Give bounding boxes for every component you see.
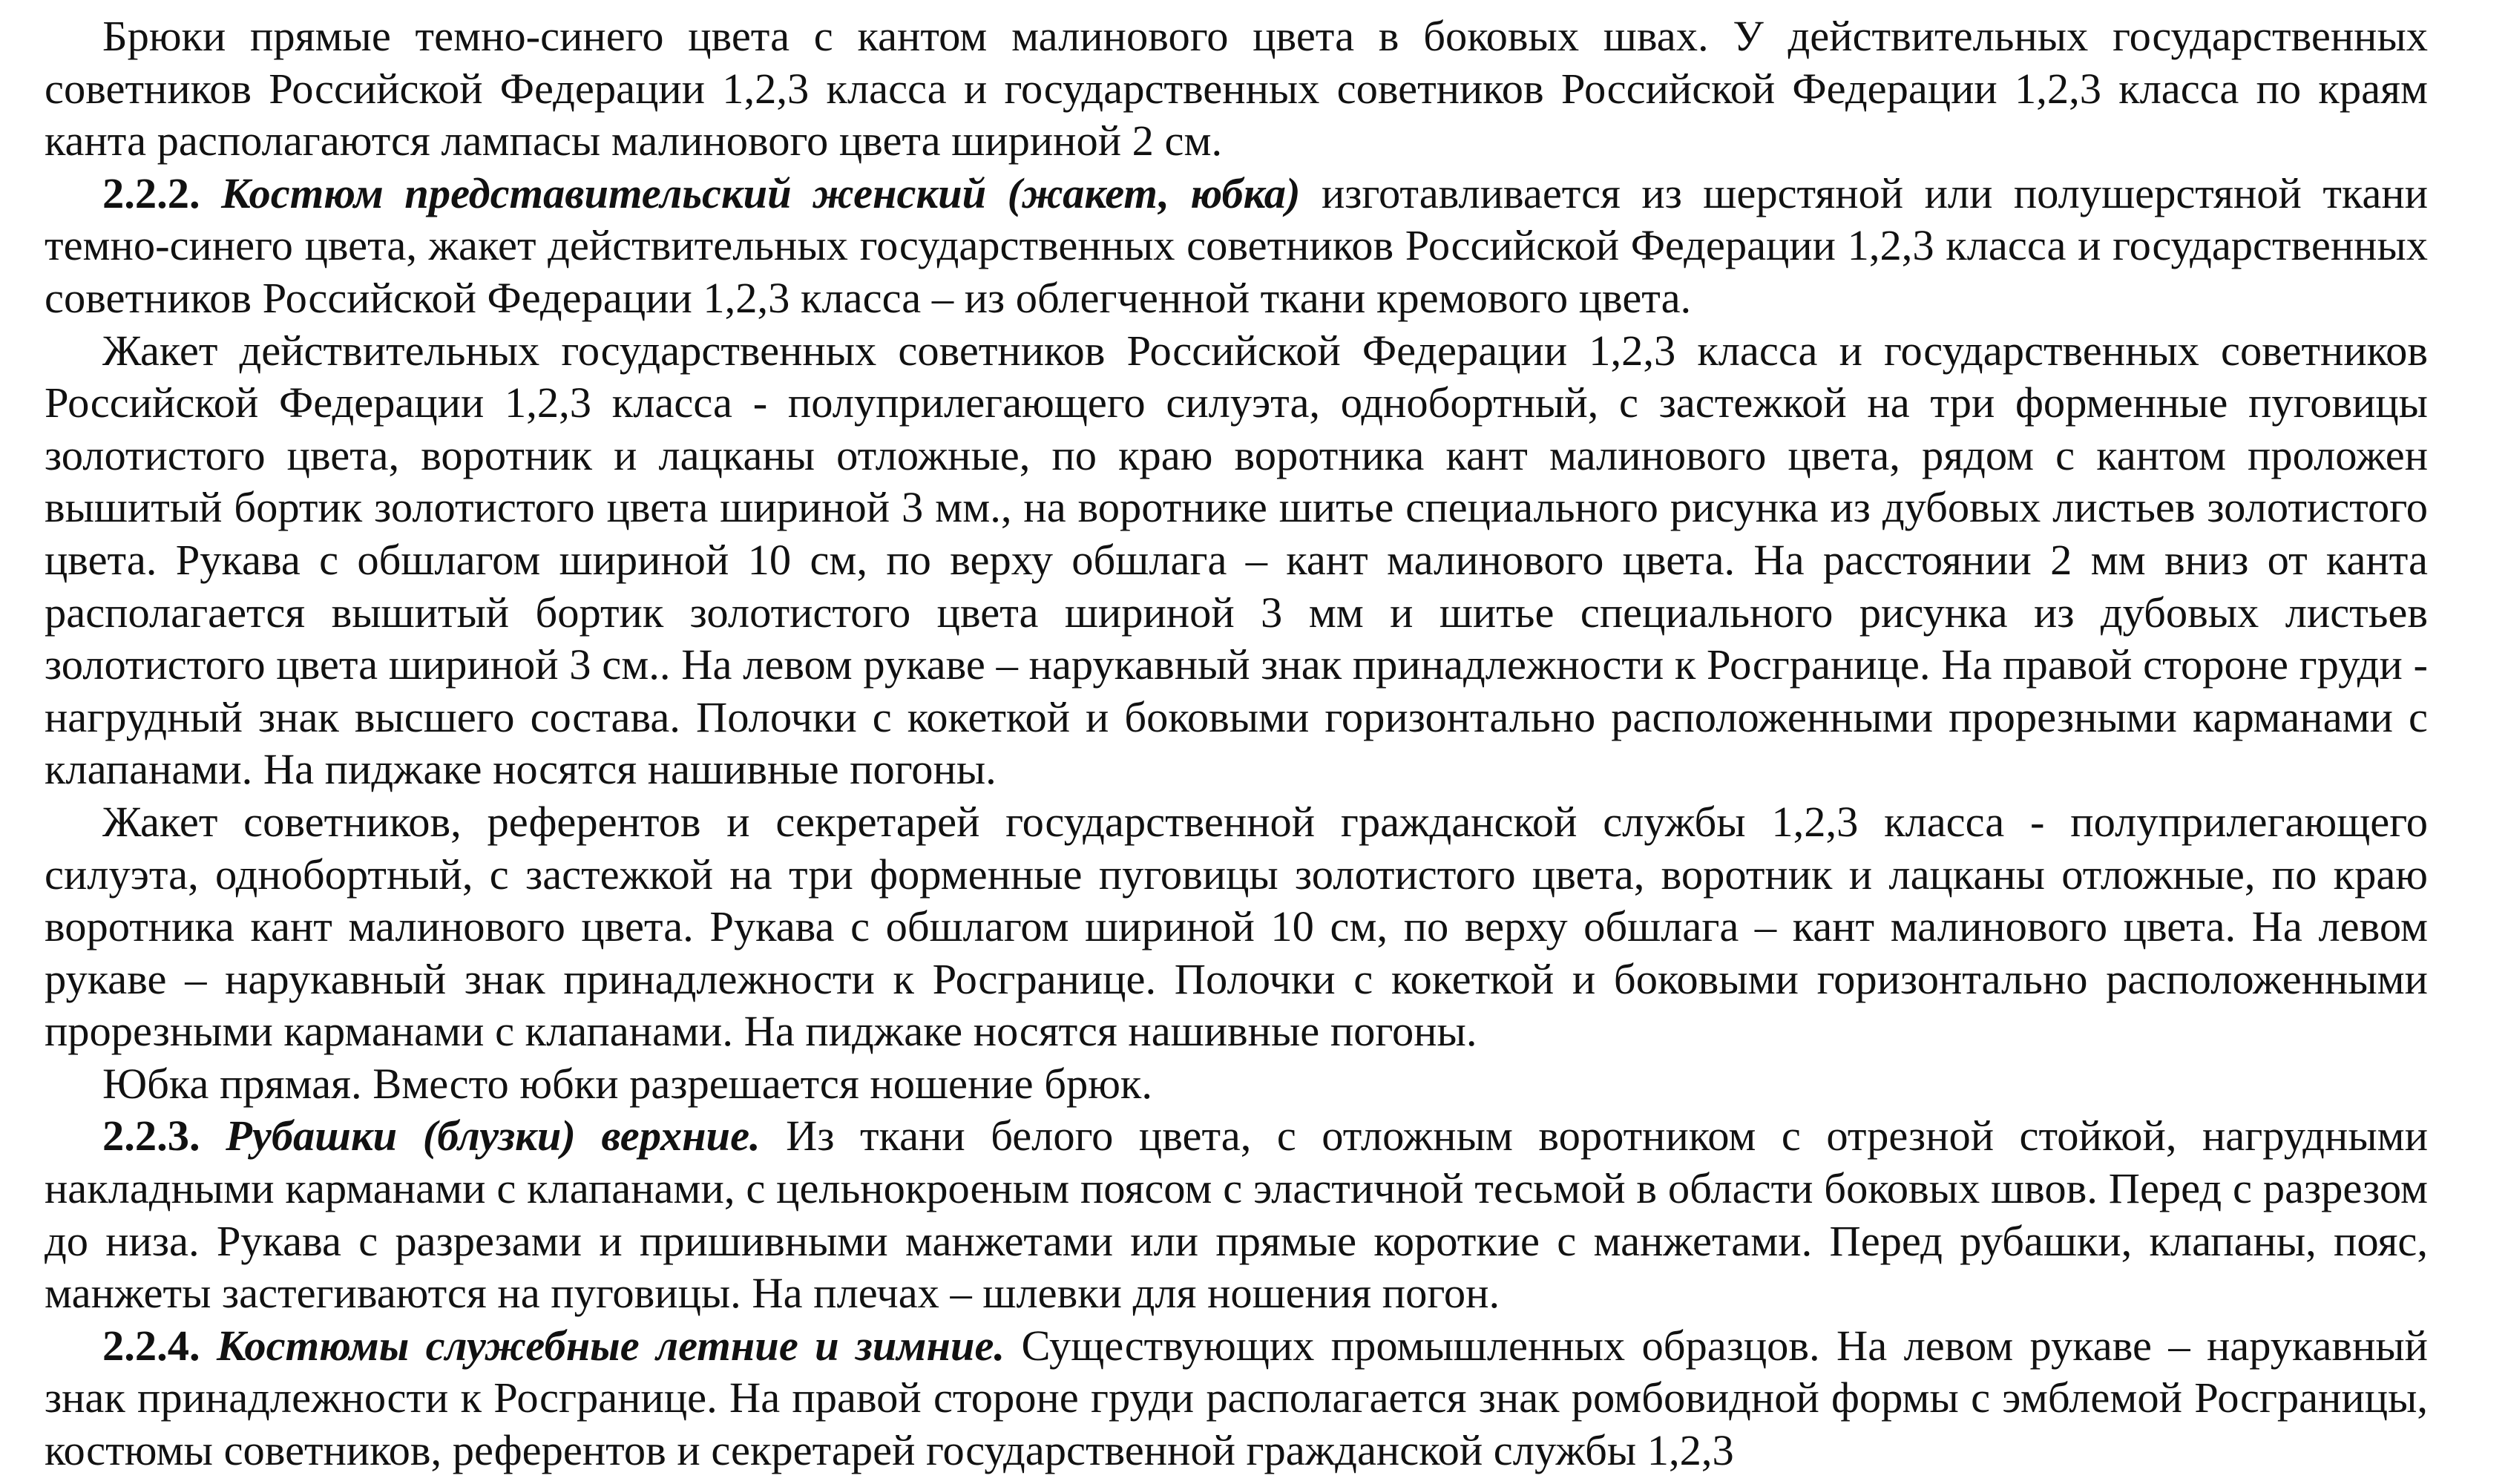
paragraph-text: Жакет действительных государственных советников Российской Федерации 1,2,3 класса и государственных советников Российской Федерации 1,2,3 класса - полуприлегающего силуэта, однобортный, с застежкой на три форменные пуговицы золотистого цвета, воротник и лацканы отложные, по краю воротника кант малинового цвета, рядом с кантом проложен вышитый бортик золотистого цвета шириной 3 мм., на воротнике шитье специального рисунка из дубовых листьев золотистого цвета. Рукава с обшлагом шириной 10 см, по верху обшлага – кант малинового цвета. На расстоянии 2 мм вниз от канта располагается вышитый бортик золотистого цвета шириной 3 мм и шитье специального рисунка из дубовых листьев золотистого цвета шириной 3 см.. На левом рукаве – нарукавный знак принадлежности к Росгранице. На правой стороне груди - нагрудный знак высшего состава. Полочки с кокеткой и боковыми горизонтально расположенными прорезными карманами с клапанами. На пиджаке носятся нашивные погоны.: [45, 326, 2428, 794]
section-heading: Костюм представительский женский (жакет, юбка): [221, 168, 1301, 217]
section-number: 2.2.4.: [102, 1321, 200, 1370]
paragraph-text: Жакет советников, референтов и секретарей государственной гражданской службы 1,2,3 класса - полуприлегающего силуэта, однобортный, с застежкой на три форменные пуговицы золотистого цвета, воротник и лацканы отложные, по краю воротника кант малинового цвета. Рукава с обшлагом шириной 10 см, по верху обшлага – кант малинового цвета. На левом рукаве – нарукавный знак принадлежности к Росгранице. Полочки с кокеткой и боковыми горизонтально расположенными прорезными карманами с клапанами. На пиджаке носятся нашивные погоны.: [45, 797, 2428, 1056]
paragraph-jacket-advisors: [45, 796, 2428, 1058]
paragraph-text: Юбка прямая. Вместо юбки разрешается ношение брюк.: [102, 1059, 1152, 1108]
paragraph-section-2-2-4: [45, 1320, 2428, 1477]
section-heading: Рубашки (блузки) верхние.: [226, 1112, 761, 1160]
paragraph-section-2-2-3: [45, 1110, 2428, 1319]
paragraph-trousers: [45, 10, 2428, 168]
document-body: [45, 10, 2428, 1477]
paragraph-text: Брюки прямые темно-синего цвета с кантом малинового цвета в боковых швах. У действительных государственных советников Российской Федерации 1,2,3 класса и государственных советников Российской Федерации 1,2,3 класса по краям канта располагаются лампасы малинового цвета шириной 2 см.: [45, 12, 2428, 165]
paragraph-section-2-2-2: [45, 168, 2428, 325]
paragraph-text: Существующих промышленных образцов. На левом рукаве – нарукавный знак принадлежности к Росгранице. На правой стороне груди располагается знак ромбовидной формы с эмблемой Росграницы, костюмы советников, референтов и секретарей государственной гражданской службы 1,2,3: [45, 1321, 2428, 1475]
section-heading: Костюмы служебные летние и зимние.: [216, 1321, 1005, 1370]
paragraph-jacket-senior: [45, 325, 2428, 796]
paragraph-text: изготавливается из шерстяной или полушерстяной ткани темно-синего цвета, жакет действительных государственных советников Российской Федерации 1,2,3 класса и государственных советников Российской Федерации 1,2,3 класса – из облегченной ткани кремового цвета.: [45, 168, 2429, 322]
section-number: 2.2.3.: [102, 1112, 200, 1160]
section-number: 2.2.2.: [102, 168, 200, 217]
paragraph-skirt: [45, 1058, 2428, 1111]
paragraph-text: Из ткани белого цвета, с отложным воротником с отрезной стойкой, нагрудными накладными карманами с клапанами, с цельнокроеным поясом с эластичной тесьмой в области боковых швов. Перед с разрезом до низа. Рукава с разрезами и пришивными манжетами или прямые короткие с манжетами. Перед рубашки, клапаны, пояс, манжеты застегиваются на пуговицы. На плечах – шлевки для ношения погон.: [45, 1112, 2428, 1318]
